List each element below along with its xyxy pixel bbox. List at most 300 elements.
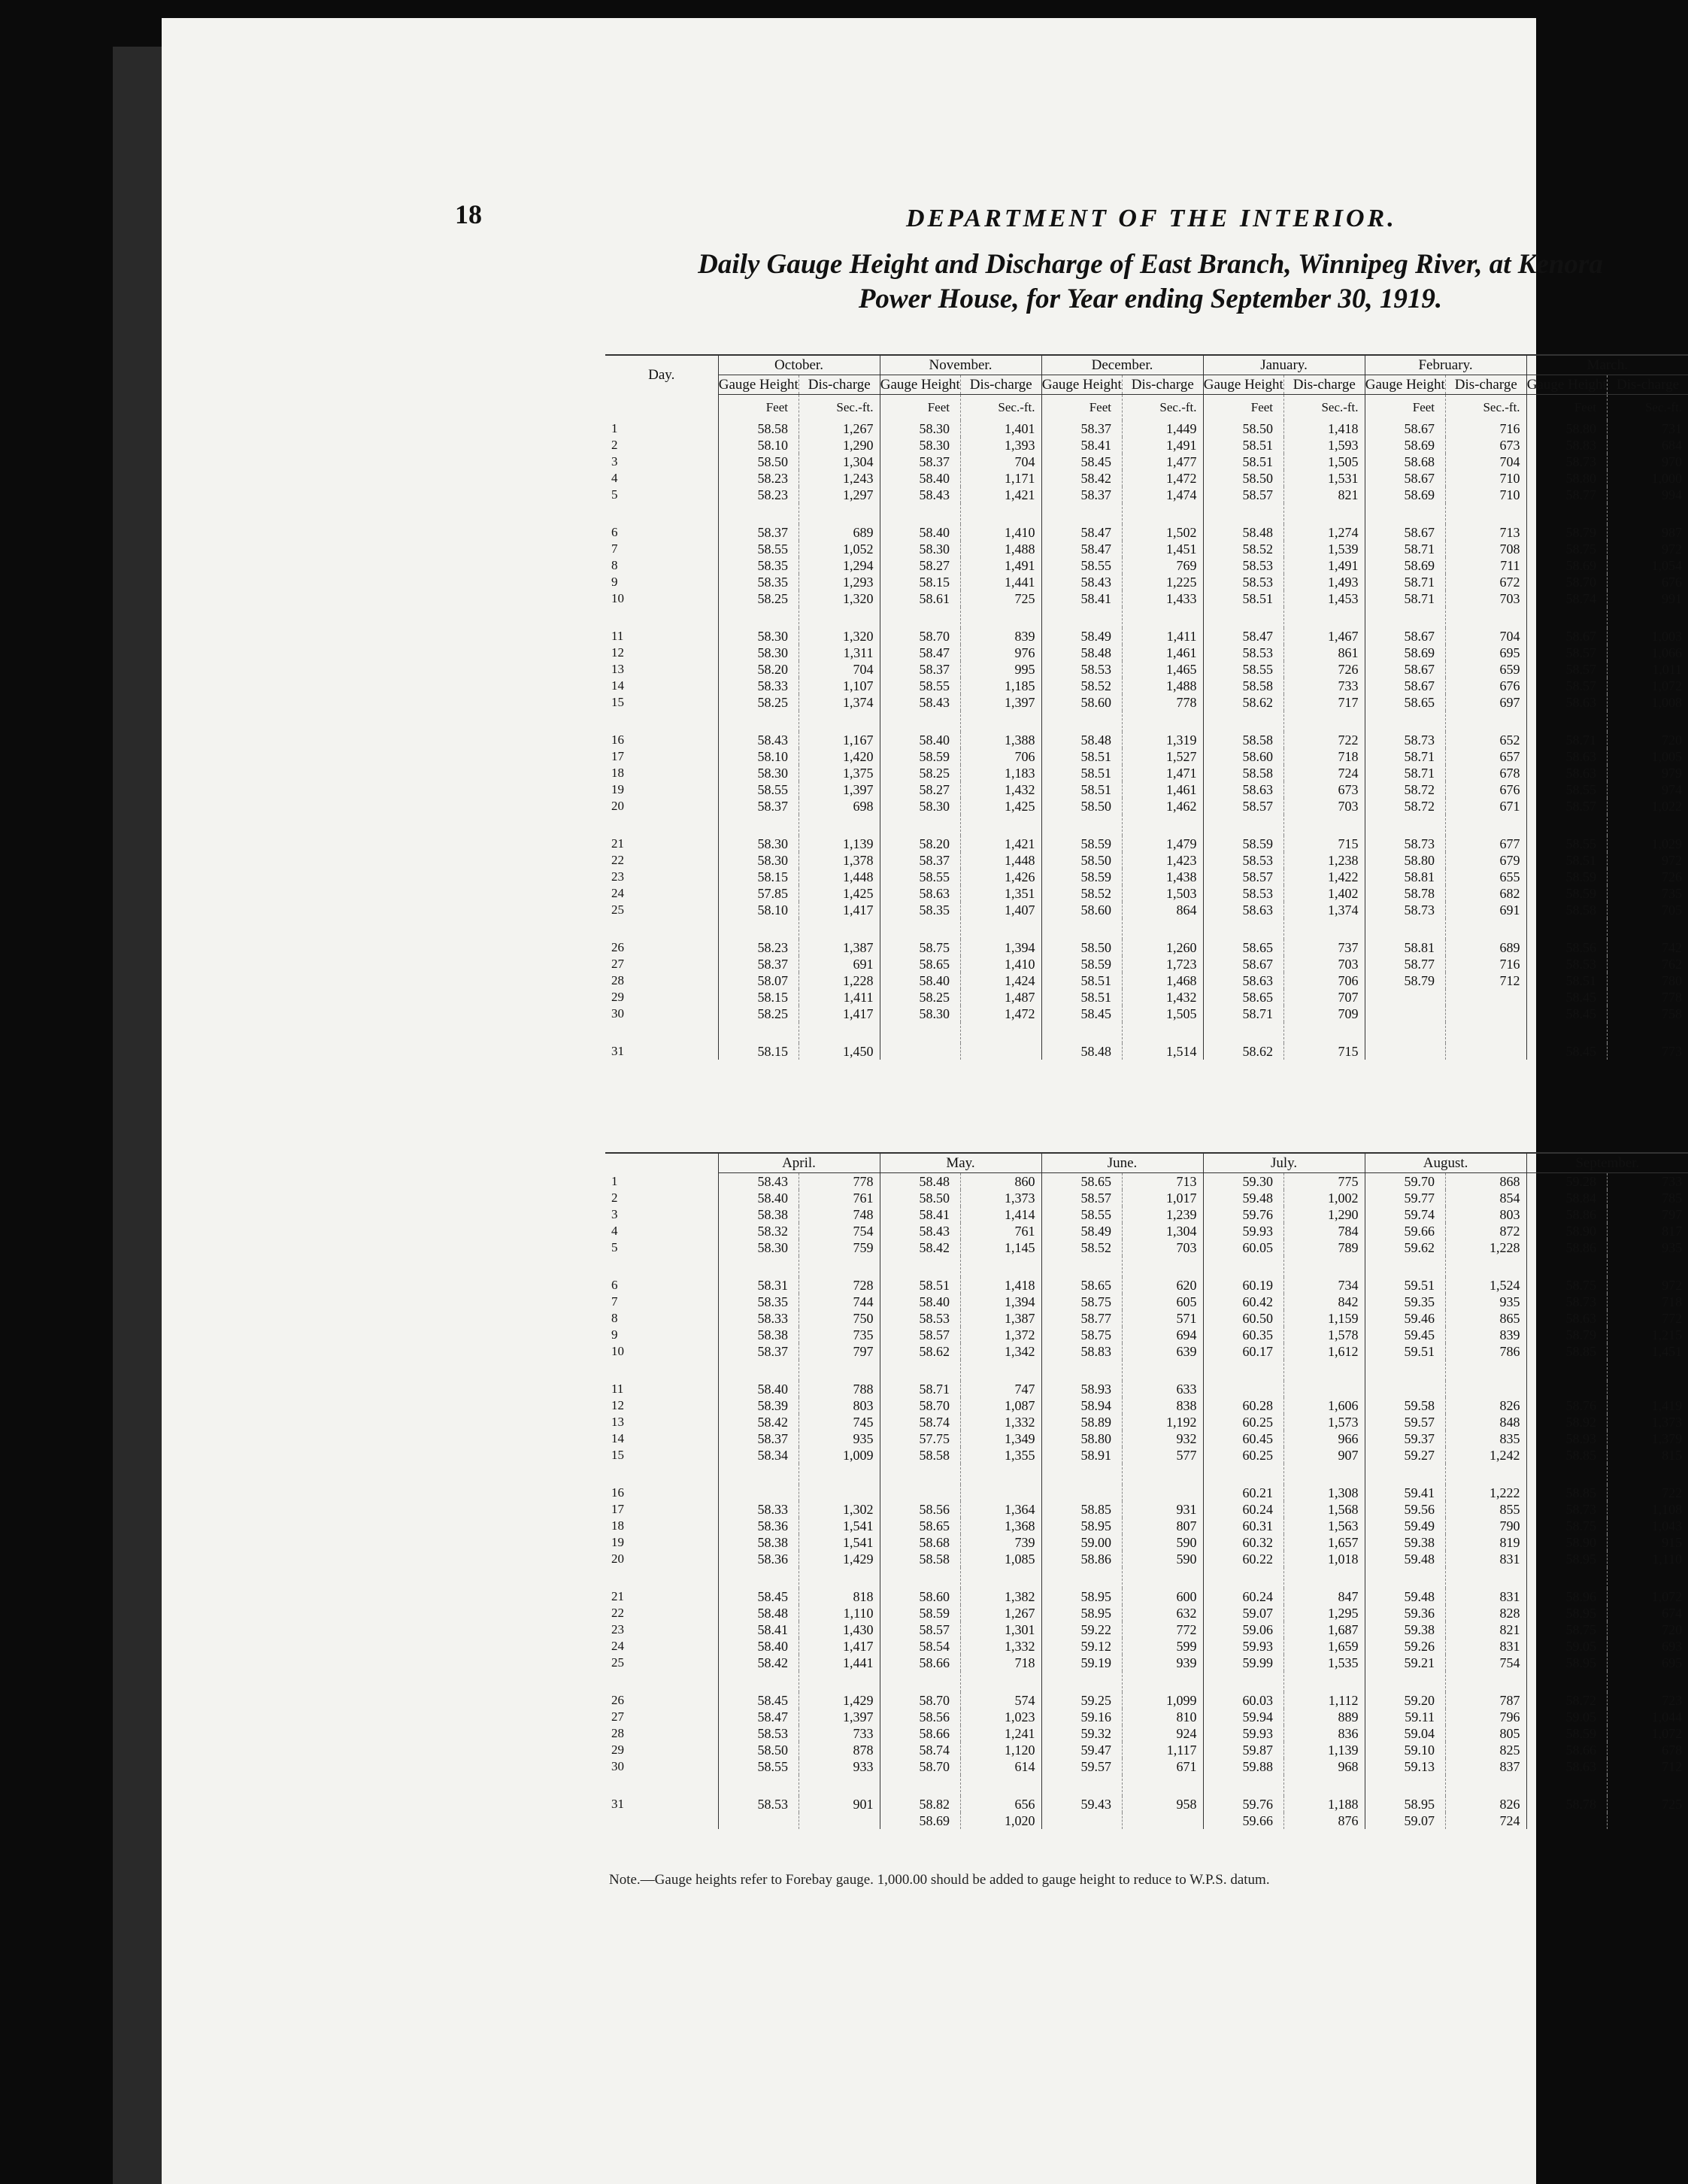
gauge-height-cell: 58.23 (718, 939, 799, 956)
discharge-cell: 772 (1608, 1310, 1688, 1327)
gauge-height-cell: 58.51 (1203, 453, 1284, 470)
gauge-height-cell: 58.55 (1041, 557, 1123, 574)
gap-cell (1365, 1671, 1446, 1692)
gap-cell (1123, 1775, 1204, 1796)
gap-cell (1365, 711, 1446, 732)
gauge-height-cell: 58.90 (1526, 1534, 1608, 1551)
gauge-height-cell: 59.57 (1365, 1414, 1446, 1430)
discharge-cell (961, 1485, 1042, 1501)
gauge-height-cell: 58.45 (1526, 1043, 1608, 1060)
gauge-height-cell: 58.27 (880, 781, 961, 798)
gauge-height-cell: 58.65 (1203, 939, 1284, 956)
discharge-cell: 600 (1123, 1588, 1204, 1605)
discharge-cell: 1,267 (961, 1605, 1042, 1621)
table-row (605, 1206, 1688, 1223)
discharge-cell (1446, 989, 1527, 1006)
gap-cell (880, 1567, 961, 1588)
gauge-height-cell: 59.21 (1365, 1655, 1446, 1671)
gauge-height-cell: 58.81 (1365, 869, 1446, 885)
gap-cell (1526, 607, 1608, 628)
discharge-cell: 1,188 (1284, 1796, 1365, 1812)
discharge-cell: 972 (1608, 852, 1688, 869)
discharge-cell: 639 (1123, 1343, 1204, 1360)
gauge-height-cell: 57.75 (880, 1430, 961, 1447)
table-row (605, 1742, 1688, 1758)
table-row (605, 836, 1688, 852)
day-number: 7 (611, 1294, 618, 1309)
gauge-height-cell: 59.66 (1365, 1223, 1446, 1239)
gap-cell (1041, 1775, 1123, 1796)
discharge-cell: 872 (1446, 1223, 1527, 1239)
gauge-height-cell: 58.71 (880, 1381, 961, 1397)
gauge-height-cell: 58.33 (718, 678, 799, 694)
gauge-height-cell: 58.43 (718, 732, 799, 748)
gap-cell (1446, 1256, 1527, 1277)
gap-cell (799, 607, 880, 628)
gauge-height-cell: 58.55 (880, 678, 961, 694)
discharge-cell: 656 (961, 1796, 1042, 1812)
discharge-cell: 734 (1284, 1277, 1365, 1294)
gauge-height-cell: 58.83 (1526, 437, 1608, 453)
discharge-cell: 1,441 (799, 1655, 880, 1671)
discharge-cell: 931 (1123, 1501, 1204, 1518)
gauge-height-cell: 58.30 (880, 798, 961, 814)
gauge-height-cell: 59.12 (1041, 1638, 1123, 1655)
gauge-height-cell: 59.30 (1203, 1173, 1284, 1191)
scanned-page (162, 18, 1683, 2184)
gauge-height-header: Gauge Height (1203, 375, 1284, 395)
discharge-cell: 831 (1446, 1588, 1527, 1605)
gauge-height-cell: 59.32 (1041, 1725, 1123, 1742)
gap-cell (880, 1775, 961, 1796)
gap-cell (1365, 1464, 1446, 1485)
month-header: February. (1365, 355, 1526, 375)
discharge-cell: 676 (1446, 678, 1527, 694)
discharge-cell: 1,612 (1284, 1343, 1365, 1360)
discharge-cell: 1,488 (961, 541, 1042, 557)
discharge-cell: 817 (1608, 1223, 1688, 1239)
gauge-height-cell: 58.30 (718, 1239, 799, 1256)
gauge-height-cell: 59.49 (1365, 1518, 1446, 1534)
discharge-cell: 1,432 (1123, 989, 1204, 1006)
gauge-height-cell: 59.99 (1203, 1655, 1284, 1671)
discharge-cell: 673 (1284, 781, 1365, 798)
month-header: November. (880, 355, 1041, 375)
table-row (605, 487, 1688, 503)
gauge-height-cell: 58.40 (880, 524, 961, 541)
gauge-height-cell: 58.47 (880, 645, 961, 661)
discharge-cell: 821 (1284, 487, 1365, 503)
discharge-cell: 713 (1446, 524, 1527, 541)
gauge-height-cell: 59.93 (1203, 1638, 1284, 1655)
discharge-cell: 709 (1284, 1006, 1365, 1022)
discharge-cell: 1,017 (1123, 1190, 1204, 1206)
gauge-height-cell: 58.50 (1041, 939, 1123, 956)
gauge-height-cell: 58.15 (718, 869, 799, 885)
gauge-height-cell: 58.75 (1526, 541, 1608, 557)
discharge-cell: 1,432 (961, 781, 1042, 798)
gauge-height-cell: 59.05 (1526, 1638, 1608, 1655)
discharge-cell: 671 (1446, 798, 1527, 814)
discharge-cell: 706 (1284, 972, 1365, 989)
gauge-height-cell: 58.71 (1365, 748, 1446, 765)
discharge-cell: 1,342 (961, 1343, 1042, 1360)
gauge-height-cell: 59.38 (1365, 1534, 1446, 1551)
table-row (605, 1190, 1688, 1206)
discharge-cell: 1,145 (961, 1239, 1042, 1256)
discharge-cell: 1,539 (1284, 541, 1365, 557)
gauge-height-cell: 58.55 (1203, 661, 1284, 678)
gauge-height-cell: 58.69 (880, 1812, 961, 1829)
gauge-height-cell: 59.37 (1365, 1430, 1446, 1447)
gauge-height-cell: 60.28 (1203, 1397, 1284, 1414)
gap-cell (1526, 503, 1608, 524)
gauge-height-cell: 59.05 (1526, 1709, 1608, 1725)
discharge-cell: 605 (1123, 1294, 1204, 1310)
discharge-cell: 726 (1284, 661, 1365, 678)
gap-cell (605, 1567, 718, 1588)
discharge-cell: 1,659 (1284, 1638, 1365, 1655)
gauge-height-cell (1365, 1043, 1446, 1060)
discharge-cell: 1,000 (1608, 470, 1688, 487)
table-row (605, 1343, 1688, 1360)
discharge-cell: 1,099 (1123, 1692, 1204, 1709)
discharge-cell (1284, 1381, 1365, 1397)
gap-cell (1365, 1022, 1446, 1043)
gauge-height-cell: 58.53 (718, 1796, 799, 1812)
discharge-cell: 724 (1284, 765, 1365, 781)
gauge-height-cell: 58.51 (1526, 852, 1608, 869)
discharge-cell: 761 (799, 1190, 880, 1206)
day-number: 28 (611, 1726, 624, 1740)
day-number: 6 (611, 525, 618, 539)
gauge-height-cell: 58.59 (1203, 836, 1284, 852)
day-number: 9 (611, 1327, 618, 1342)
discharge-cell: 1,242 (1446, 1447, 1527, 1464)
gauge-height-cell: 58.40 (880, 1294, 961, 1310)
discharge-cell: 737 (1284, 939, 1365, 956)
gap-cell (1526, 1775, 1608, 1796)
gauge-height-cell: 58.51 (1041, 989, 1123, 1006)
discharge-cell: 691 (799, 956, 880, 972)
gap-cell (1526, 1360, 1608, 1381)
day-number: 17 (611, 1502, 624, 1516)
gauge-height-cell: 58.67 (1203, 956, 1284, 972)
gauge-height-cell: 58.72 (1365, 798, 1446, 814)
gauge-height-cell: 58.15 (880, 574, 961, 590)
discharge-cell: 1,009 (799, 1447, 880, 1464)
discharge-cell: 725 (1608, 1796, 1688, 1812)
discharge-cell: 1,066 (1608, 645, 1688, 661)
gauge-height-cell: 58.73 (1365, 902, 1446, 918)
discharge-cell: 979 (1608, 765, 1688, 781)
discharge-cell: 1,451 (1123, 541, 1204, 557)
unit-secft: Sec.-ft. (799, 395, 880, 421)
gauge-height-cell: 58.45 (1041, 1006, 1123, 1022)
gauge-height-cell: 58.30 (718, 765, 799, 781)
gauge-height-cell: 58.58 (1203, 678, 1284, 694)
gauge-height-cell: 58.51 (1041, 781, 1123, 798)
gauge-height-cell: 58.73 (1526, 1294, 1608, 1310)
discharge-cell: 838 (1123, 1397, 1204, 1414)
discharge-cell: 1,453 (1284, 590, 1365, 607)
gap-cell (961, 1775, 1042, 1796)
day-number: 30 (611, 1006, 624, 1021)
discharge-cell: 797 (1608, 1206, 1688, 1223)
discharge-cell: 1,375 (799, 765, 880, 781)
gauge-height-cell: 58.45 (718, 1692, 799, 1709)
discharge-cell: 1,293 (799, 574, 880, 590)
discharge-cell: 1,450 (799, 1043, 880, 1060)
gauge-height-cell: 58.80 (1365, 852, 1446, 869)
gap-cell (605, 1671, 718, 1692)
gauge-height-cell: 59.25 (1041, 1692, 1123, 1709)
gauge-height-cell: 58.60 (1041, 902, 1123, 918)
table-row (605, 1501, 1688, 1518)
gauge-height-cell: 58.76 (1526, 1397, 1608, 1414)
table-row (605, 420, 1688, 437)
gauge-height-cell: 58.71 (1203, 1006, 1284, 1022)
discharge-cell: 697 (1446, 694, 1527, 711)
discharge-cell: 725 (961, 590, 1042, 607)
gap-cell (1608, 1360, 1688, 1381)
unit-feet: Feet (718, 395, 799, 421)
gauge-height-cell: 59.76 (1203, 1796, 1284, 1812)
gauge-height-cell: 58.95 (1041, 1518, 1123, 1534)
table-row (605, 628, 1688, 645)
discharge-cell: 1,112 (1284, 1692, 1365, 1709)
gap-cell (1284, 1022, 1365, 1043)
gauge-height-cell: 59.47 (1041, 1742, 1123, 1758)
gauge-height-cell: 58.73 (1526, 453, 1608, 470)
discharge-cell: 1,465 (1123, 661, 1204, 678)
unit-feet: Feet (1365, 395, 1446, 421)
discharge-cell: 655 (1446, 869, 1527, 885)
discharge-cell: 1,472 (961, 1006, 1042, 1022)
gap-cell (799, 1671, 880, 1692)
gauge-height-cell: 58.67 (1365, 524, 1446, 541)
day-number: 2 (611, 438, 618, 452)
gauge-height-cell: 58.58 (880, 1447, 961, 1464)
discharge-cell: 1,290 (1284, 1206, 1365, 1223)
table-row (605, 748, 1688, 765)
discharge-cell: 805 (1446, 1725, 1527, 1742)
gauge-height-cell: 58.84 (1526, 1190, 1608, 1206)
gauge-height-cell: 58.75 (1526, 1621, 1608, 1638)
gauge-height-cell: 58.47 (1203, 628, 1284, 645)
discharge-cell: 987 (1608, 524, 1688, 541)
gauge-height-cell: 58.62 (1203, 1043, 1284, 1060)
gap-cell (1041, 1671, 1123, 1692)
discharge-cell: 1,108 (1608, 1501, 1688, 1518)
gauge-height-cell: 58.38 (718, 1206, 799, 1223)
discharge-cell: 1,302 (799, 1501, 880, 1518)
discharge-cell: 1,423 (1123, 852, 1204, 869)
gap-cell (1123, 1671, 1204, 1692)
month-header: July. (1203, 1153, 1365, 1173)
day-number: 6 (611, 1278, 618, 1292)
gap-cell (1446, 711, 1527, 732)
gauge-height-cell: 58.25 (718, 694, 799, 711)
gauge-height-cell: 58.59 (1526, 885, 1608, 902)
page-number: 18 (455, 199, 482, 229)
gap-cell (1041, 711, 1123, 732)
gauge-height-cell: 58.50 (1041, 852, 1123, 869)
gap-cell (605, 1775, 718, 1796)
discharge-cell: 1,241 (961, 1725, 1042, 1742)
table-row (605, 645, 1688, 661)
discharge-cell: 718 (1608, 1294, 1688, 1310)
discharge-cell: 705 (1608, 902, 1688, 918)
group-gap (605, 1567, 1688, 1588)
discharge-cell: 703 (1123, 1239, 1204, 1256)
gauge-height-cell: 58.33 (718, 1310, 799, 1327)
gauge-height-cell: 58.59 (1041, 869, 1123, 885)
discharge-header: Dis-charge (1284, 375, 1365, 395)
gap-cell (1203, 607, 1284, 628)
gauge-height-cell: 58.57 (1526, 678, 1608, 694)
discharge-cell: 1,410 (961, 524, 1042, 541)
gauge-height-cell: 58.86 (1526, 1206, 1608, 1223)
gauge-height-cell: 59.87 (1203, 1742, 1284, 1758)
gauge-height-cell: 58.67 (1365, 661, 1446, 678)
discharge-cell: 1,657 (1284, 1534, 1365, 1551)
discharge-cell: 1,568 (1284, 1501, 1365, 1518)
table-row (605, 1381, 1688, 1397)
discharge-cell: 1,120 (961, 1742, 1042, 1758)
table-row (605, 1621, 1688, 1638)
discharge-cell: 703 (1284, 798, 1365, 814)
discharge-cell: 679 (1446, 852, 1527, 869)
gap-cell (880, 1256, 961, 1277)
gap-cell (1203, 1775, 1284, 1796)
discharge-cell: 1,274 (1284, 524, 1365, 541)
gauge-height-cell: 58.66 (880, 1725, 961, 1742)
gap-cell (961, 918, 1042, 939)
gauge-height-cell: 59.51 (1365, 1277, 1446, 1294)
discharge-cell: 772 (1123, 1621, 1204, 1638)
header-row-months (605, 1153, 1688, 1173)
gauge-height-cell: 58.48 (1041, 732, 1123, 748)
gauge-height-cell: 58.77 (1041, 1310, 1123, 1327)
day-number (605, 1812, 718, 1829)
gauge-height-cell: 58.71 (1365, 541, 1446, 557)
gauge-height-cell: 58.50 (1203, 420, 1284, 437)
gap-cell (1041, 918, 1123, 939)
discharge-cell: 1,417 (799, 1638, 880, 1655)
gauge-height-cell: 58.60 (1041, 694, 1123, 711)
discharge-header: Dis-charge (1608, 375, 1688, 395)
discharge-cell: 689 (1446, 939, 1527, 956)
month-header: June. (1041, 1153, 1203, 1173)
discharge-cell: 1,018 (1284, 1551, 1365, 1567)
discharge-cell: 1,374 (799, 694, 880, 711)
gauge-height-cell: 58.79 (1526, 524, 1608, 541)
gauge-height-cell: 58.43 (718, 1173, 799, 1191)
gap-cell (880, 1360, 961, 1381)
table-row (605, 437, 1688, 453)
discharge-cell: 1,355 (961, 1447, 1042, 1464)
discharge-cell: 677 (1446, 836, 1527, 852)
gauge-height-cell: 58.65 (1041, 1173, 1123, 1191)
gap-cell (1446, 1022, 1527, 1043)
discharge-cell: 974 (1608, 781, 1688, 798)
discharge-cell: 1,425 (799, 885, 880, 902)
discharge-cell: 780 (1608, 972, 1688, 989)
gauge-height-cell: 58.93 (1526, 1430, 1608, 1447)
discharge-cell: 1,514 (1123, 1043, 1204, 1060)
gauge-height-cell: 58.40 (718, 1190, 799, 1206)
discharge-cell: 842 (1284, 1294, 1365, 1310)
gap-cell (1203, 1256, 1284, 1277)
discharge-cell: 1,422 (1284, 869, 1365, 885)
gauge-height-header: Gauge Height (718, 375, 799, 395)
gauge-height-cell: 58.67 (1526, 628, 1608, 645)
table-row (605, 902, 1688, 918)
gap-cell (1123, 1022, 1204, 1043)
gauge-height-cell: 58.79 (1365, 972, 1446, 989)
day-number: 24 (611, 886, 624, 900)
gauge-height-cell: 58.86 (1526, 1239, 1608, 1256)
gauge-height-cell: 58.72 (1365, 781, 1446, 798)
discharge-cell: 1,491 (1284, 557, 1365, 574)
gauge-height-cell: 58.38 (718, 1327, 799, 1343)
gap-cell (799, 814, 880, 836)
gauge-height-cell: 58.55 (1526, 836, 1608, 852)
gauge-height-cell: 59.62 (1365, 1239, 1446, 1256)
gap-cell (1446, 1360, 1527, 1381)
discharge-cell: 826 (1446, 1397, 1527, 1414)
discharge-cell: 855 (1446, 1501, 1527, 1518)
discharge-cell: 1,448 (799, 869, 880, 885)
gauge-height-cell: 58.53 (1526, 956, 1608, 972)
discharge-cell: 1,301 (961, 1621, 1042, 1638)
table-row (605, 852, 1688, 869)
discharge-cell: 865 (1446, 1310, 1527, 1327)
discharge-cell: 1,295 (1284, 1605, 1365, 1621)
discharge-cell: 1,364 (961, 1501, 1042, 1518)
gap-cell (1365, 1567, 1446, 1588)
discharge-cell: 847 (1284, 1588, 1365, 1605)
discharge-cell: 735 (1608, 885, 1688, 902)
discharge-cell: 1,723 (1123, 956, 1204, 972)
discharge-cell: 703 (1284, 956, 1365, 972)
gauge-height-cell (1365, 1006, 1446, 1022)
discharge-cell: 659 (1446, 661, 1527, 678)
gauge-height-cell: 58.91 (1041, 1447, 1123, 1464)
gauge-height-cell: 58.59 (1041, 956, 1123, 972)
discharge-cell: 1,451 (1608, 1343, 1688, 1360)
gap-cell (1608, 1022, 1688, 1043)
gap-cell (1041, 1567, 1123, 1588)
table-row (605, 1588, 1688, 1605)
gauge-height-cell: 58.30 (718, 645, 799, 661)
day-number: 27 (611, 1709, 624, 1724)
discharge-cell: 754 (1446, 1655, 1527, 1671)
gauge-height-cell: 58.66 (880, 1655, 961, 1671)
discharge-cell: 1,005 (1608, 748, 1688, 765)
gauge-height-cell: 58.50 (718, 1742, 799, 1758)
table-row (605, 1692, 1688, 1709)
gauge-height-cell: 58.31 (718, 1277, 799, 1294)
discharge-cell: 676 (1446, 781, 1527, 798)
table-row (605, 1327, 1688, 1343)
discharge-cell: 1,304 (1123, 1223, 1204, 1239)
discharge-cell: 762 (1608, 956, 1688, 972)
gap-cell (1203, 1022, 1284, 1043)
discharge-cell: 972 (1608, 541, 1688, 557)
gauge-height-cell: 58.15 (718, 1043, 799, 1060)
